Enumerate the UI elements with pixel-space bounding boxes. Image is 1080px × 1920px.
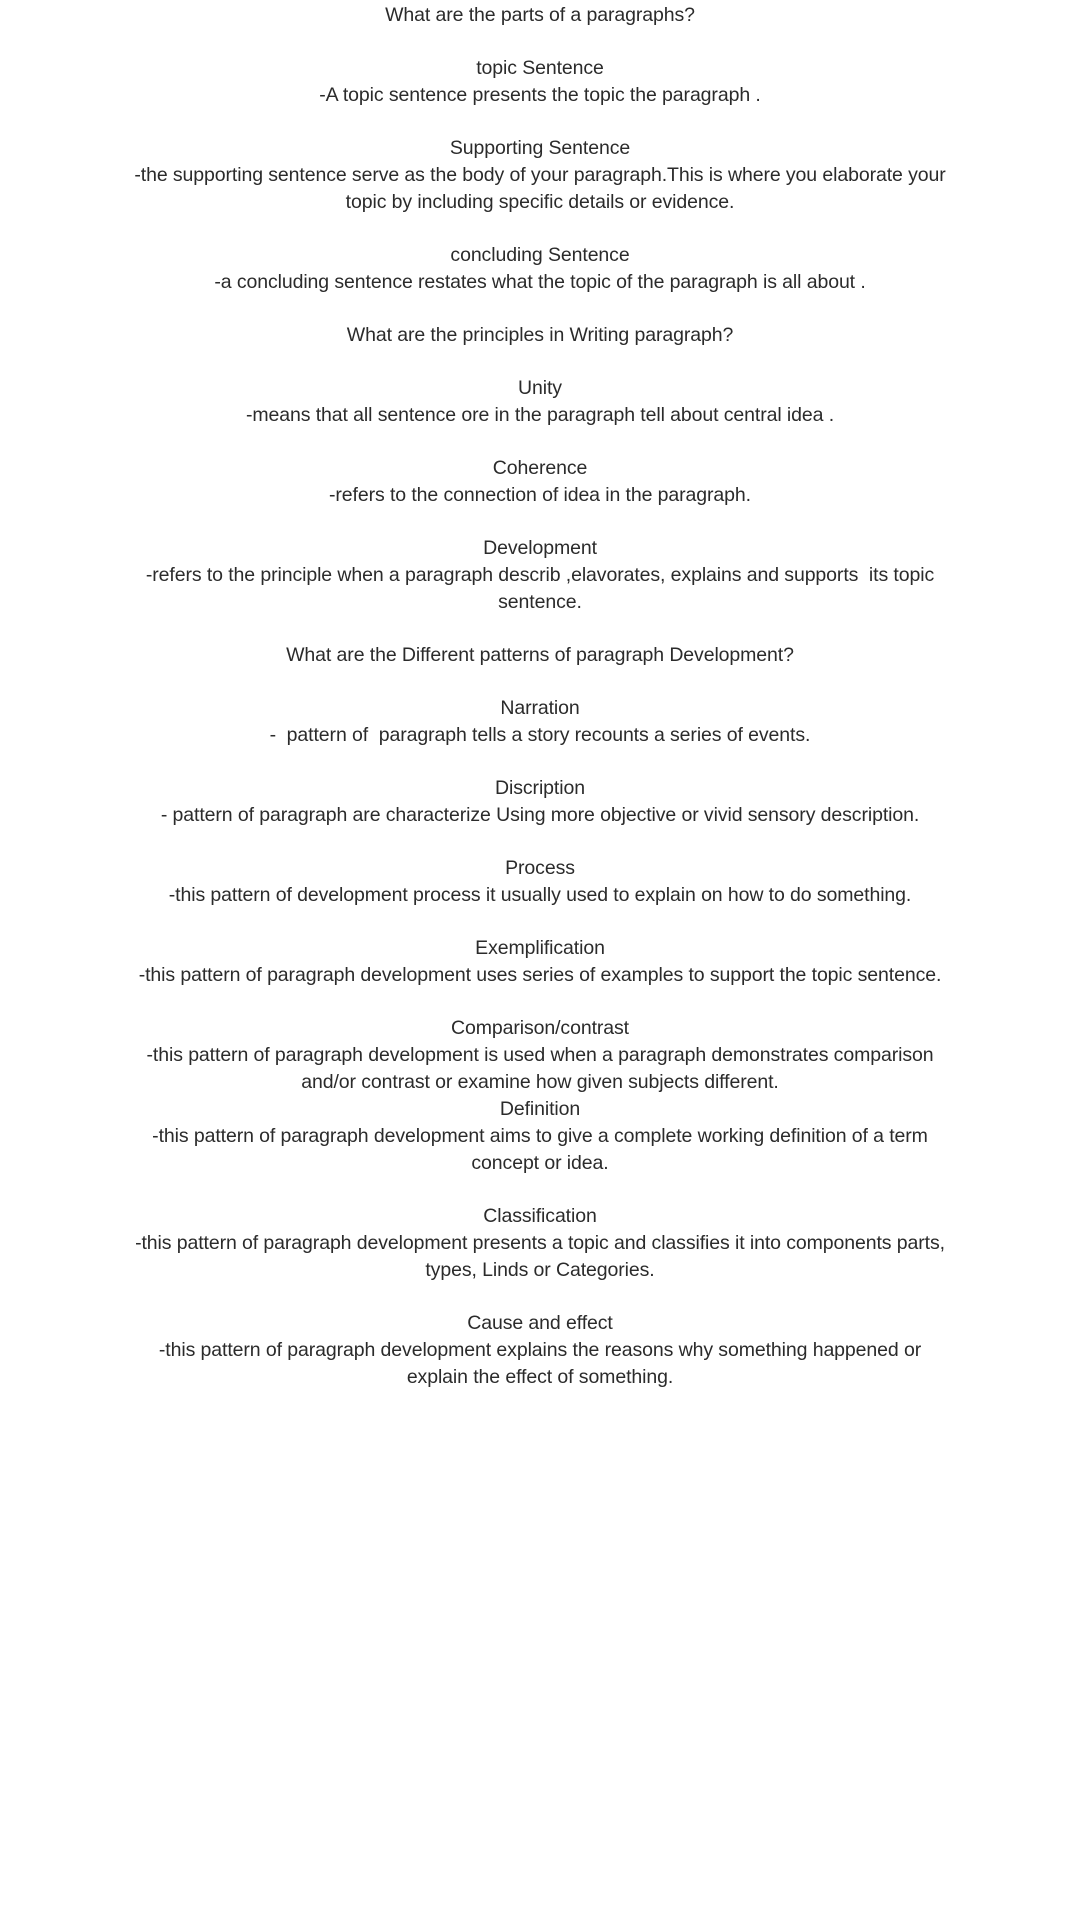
entry-topic-sentence <box>0 55 1080 109</box>
entry-body-line: concept or idea. <box>471 1152 609 1174</box>
question-parts-of-paragraph <box>0 2 1080 29</box>
entry-heading: Supporting Sentence <box>449 137 631 159</box>
entry-classification <box>0 1203 1080 1284</box>
question-different-patterns-of-paragraph-development <box>0 642 1080 669</box>
entry-body-line: - pattern of paragraph are characterize Using more objective or vivid sensory description. <box>160 804 920 826</box>
entry-body-line: - pattern of paragraph tells a story recounts a series of events. <box>269 724 811 746</box>
entry-heading: Cause and effect <box>467 1312 613 1334</box>
paragraph-gap <box>0 509 1080 535</box>
entry-body-line: -the supporting sentence serve as the body of your paragraph.This is where you elaborate your <box>134 164 946 186</box>
entry-body-line: and/or contrast or examine how given subjects different. <box>301 1071 779 1093</box>
entry-body-line: -this pattern of paragraph development aims to give a complete working definition of a term <box>152 1125 928 1147</box>
section-question: What are the parts of a paragraphs? <box>385 4 695 26</box>
entry-heading: Coherence <box>492 457 588 479</box>
paragraph-gap <box>0 909 1080 935</box>
entry-body-line: -a concluding sentence restates what the topic of the paragraph is all about . <box>214 271 866 293</box>
paragraph-gap <box>0 216 1080 242</box>
paragraph-gap <box>0 29 1080 55</box>
paragraph-gap <box>0 749 1080 775</box>
entry-body-line: -this pattern of paragraph development presents a topic and classifies it into components parts, <box>135 1232 945 1254</box>
entry-unity <box>0 375 1080 429</box>
paragraph-gap <box>0 1284 1080 1310</box>
entry-body-line: -means that all sentence ore in the paragraph tell about central idea . <box>245 404 835 426</box>
entry-body-line: sentence. <box>498 591 582 613</box>
entry-body-line: -refers to the connection of idea in the paragraph. <box>328 484 751 506</box>
paragraph-gap <box>0 829 1080 855</box>
paragraph-gap <box>0 989 1080 1015</box>
entry-body-line: -this pattern of paragraph development is used when a paragraph demonstrates comparison <box>146 1044 934 1066</box>
entry-body-line: topic by including specific details or evidence. <box>345 191 735 213</box>
entry-supporting-sentence <box>0 135 1080 216</box>
entry-body-line: -this pattern of paragraph development explains the reasons why something happened or <box>158 1339 922 1361</box>
entry-heading: Classification <box>483 1205 597 1227</box>
entry-coherence <box>0 455 1080 509</box>
entry-heading: Definition <box>499 1098 581 1120</box>
entry-heading: Unity <box>518 377 562 399</box>
question-principles-in-writing-paragraph <box>0 322 1080 349</box>
entry-comparison-contrast <box>0 1015 1080 1096</box>
entry-heading: Development <box>483 537 597 559</box>
entry-development <box>0 535 1080 616</box>
paragraph-gap <box>0 296 1080 322</box>
paragraph-gap <box>0 109 1080 135</box>
entry-narration <box>0 695 1080 749</box>
section-question: What are the Different patterns of paragraph Development? <box>286 644 794 666</box>
entry-concluding-sentence <box>0 242 1080 296</box>
entry-body-line: types, Linds or Categories. <box>425 1259 655 1281</box>
paragraph-gap <box>0 429 1080 455</box>
paragraph-gap <box>0 669 1080 695</box>
paragraph-gap <box>0 1177 1080 1203</box>
entry-definition <box>0 1096 1080 1177</box>
document-content <box>0 2 1080 1391</box>
entry-heading: Process <box>505 857 575 879</box>
entry-exemplification <box>0 935 1080 989</box>
entry-heading: topic Sentence <box>476 57 604 79</box>
entry-heading: Comparison/contrast <box>450 1017 629 1039</box>
entry-body-line: -A topic sentence presents the topic the paragraph . <box>319 84 761 106</box>
entry-body-line: -refers to the principle when a paragraph describ ,elavorates, explains and supports its topic <box>145 564 935 586</box>
entry-heading: Exemplification <box>475 937 605 959</box>
paragraph-gap <box>0 349 1080 375</box>
entry-heading: Narration <box>500 697 580 719</box>
entry-cause-and-effect <box>0 1310 1080 1391</box>
section-question: What are the principles in Writing paragraph? <box>346 324 734 346</box>
entry-body-line: -this pattern of paragraph development uses series of examples to support the topic sentence. <box>138 964 942 986</box>
entry-heading: concluding Sentence <box>450 244 630 266</box>
entry-heading: Discription <box>495 777 585 799</box>
entry-process <box>0 855 1080 909</box>
paragraph-gap <box>0 616 1080 642</box>
entry-body-line: explain the effect of something. <box>406 1366 674 1388</box>
entry-body-line: -this pattern of development process it usually used to explain on how to do something. <box>168 884 912 906</box>
entry-discription <box>0 775 1080 829</box>
